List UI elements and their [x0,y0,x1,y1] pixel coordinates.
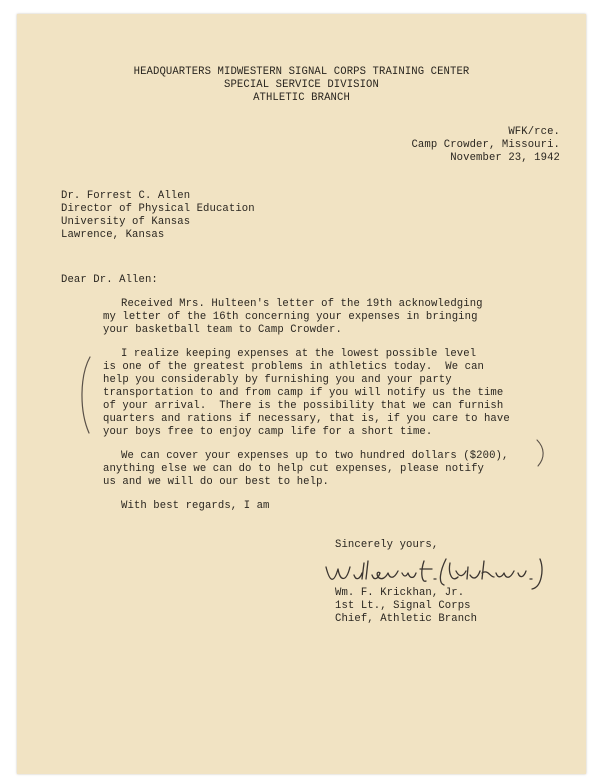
recipient-institution: University of Kansas [61,216,191,228]
letter-page [17,14,586,774]
closing: Sincerely yours, [335,539,439,551]
letterhead-line-1: HEADQUARTERS MIDWESTERN SIGNAL CORPS TRAINING CENTER [133,66,470,78]
paragraph-2-line: transportation to and from camp if you will notify us the time [103,387,504,399]
paragraph-2-line: I realize keeping expenses at the lowest possible level [121,348,477,360]
paragraph-3-line: anything else we can do to help cut expenses, please notify [103,463,484,475]
recipient-city: Lawrence, Kansas [61,229,165,241]
pencil-bracket-mark-right [535,438,547,468]
recipient-title: Director of Physical Education [61,203,255,215]
paragraph-3-line: us and we will do our best to help. [103,476,330,488]
paragraph-3-line: We can cover your expenses up to two hundred dollars ($200), [121,450,509,462]
salutation: Dear Dr. Allen: [61,274,158,286]
signature-typed-name: Wm. F. Krickhan, Jr. [335,587,465,599]
paragraph-4: With best regards, I am [121,500,270,512]
paragraph-1-line: my letter of the 16th concerning your expenses in bringing [103,311,478,323]
reference-date: November 23, 1942 [450,152,560,164]
paragraph-2-line: of your arrival. There is the possibility that we can furnish [103,400,504,412]
paragraph-2-line: is one of the greatest problems in athletics today. We can [103,361,484,373]
reference-place: Camp Crowder, Missouri. [411,139,560,151]
letterhead-line-3: ATHLETIC BRANCH [253,92,350,104]
paragraph-2-line: your boys free to enjoy camp life for a short time. [103,426,433,438]
paragraph-1-line: Received Mrs. Hulteen's letter of the 19th acknowledging [121,298,483,310]
recipient-name: Dr. Forrest C. Allen [61,190,191,202]
paragraph-2-line: help you considerably by furnishing you and your party [103,374,452,386]
paragraph-1-line: your basketball team to Camp Crowder. [103,324,342,336]
signature-position: Chief, Athletic Branch [335,613,478,625]
letterhead-line-2: SPECIAL SERVICE DIVISION [224,79,379,91]
paragraph-2-line: quarters and rations if necessary, that is, if you care to have [103,413,510,425]
reference-initials: WFK/rce. [508,126,560,138]
handwritten-signature [318,553,558,593]
signature-rank: 1st Lt., Signal Corps [335,600,471,612]
pencil-bracket-mark [78,355,92,435]
